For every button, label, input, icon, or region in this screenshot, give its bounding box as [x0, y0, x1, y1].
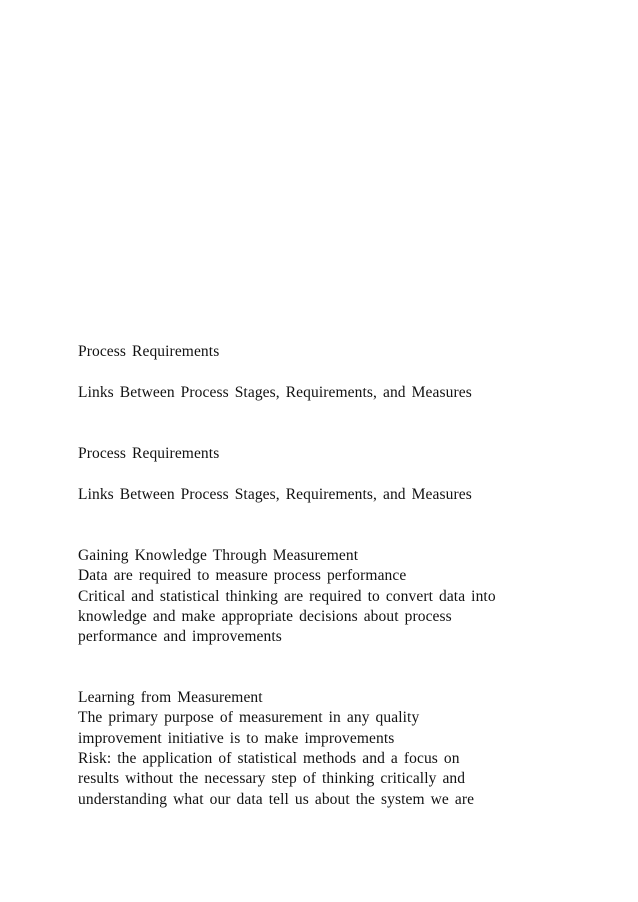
learning-line-2: improvement initiative is to make improvements: [78, 730, 395, 747]
block-1-subheading: Links Between Process Stages, Requirements, and Measures: [78, 384, 472, 401]
block-2-subheading: Links Between Process Stages, Requirements, and Measures: [78, 486, 472, 503]
knowledge-line-2: Critical and statistical thinking are required to convert data into: [78, 588, 496, 605]
learning-line-5: understanding what our data tell us about the system we are: [78, 791, 475, 808]
block-1-heading: Process Requirements: [78, 343, 220, 360]
learning-line-4: results without the necessary step of thinking critically and: [78, 770, 466, 787]
knowledge-line-3: knowledge and make appropriate decisions about process: [78, 608, 452, 625]
learning-line-1: The primary purpose of measurement in any quality: [78, 709, 420, 726]
knowledge-line-1: Data are required to measure process performance: [78, 567, 407, 584]
knowledge-line-4: performance and improvements: [78, 628, 282, 645]
learning-section-title: Learning from Measurement: [78, 689, 263, 706]
block-2-heading: Process Requirements: [78, 445, 220, 462]
knowledge-section-title: Gaining Knowledge Through Measurement: [78, 547, 359, 564]
learning-line-3: Risk: the application of statistical methods and a focus on: [78, 750, 460, 767]
